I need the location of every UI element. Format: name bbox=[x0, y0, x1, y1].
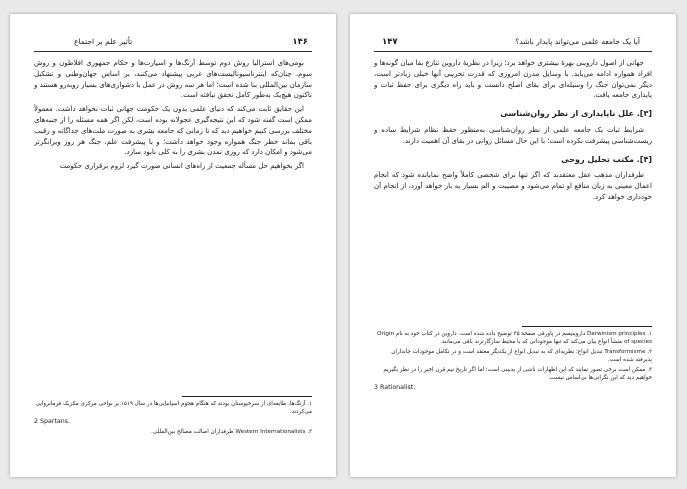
running-title: تأثیر علم بر اجتماع bbox=[74, 37, 133, 46]
paragraph: جهانی از اصول داروینی بهرهٔ بیشتری خواهد برد؛ زیرا در نظریهٔ داروین تنازع بقا میان گونه‌ها و افراد همواره ادامه می‌یابد. با وسایل مدرن امروزی که قدرت تخریبی آنها خیلی زیادتر است، دیگر نمی‌توان جنگ را وسیله‌ای برای بقای اصلح دانست و باید راه دیگری برای حفظ ثبات و پایداری جامعه یافت. bbox=[374, 59, 652, 100]
right-page bbox=[350, 14, 676, 477]
footnote-rule bbox=[182, 396, 312, 397]
footnote: 2 Spartans. bbox=[34, 418, 71, 425]
paragraph: طرفداران مذهب عقل معتقدند که اگر تنها برای شخصی کاملاً واضح نمایانده شود که انجام اعمال معینی به زیان منافع او تمام می‌شود و مصیبت و الم بسیار به بار خواهد آورد، از انجام آن خودداری خواهد کرد. bbox=[374, 171, 652, 201]
footnotes bbox=[374, 330, 652, 470]
body-text bbox=[374, 58, 652, 320]
paragraph: شرایط ثبات یک جامعه علمی از نظر روان‌شناسی به‌منظور حفظ نظام شرایط ساده و زیست‌شناسی پیشرفت نکرده است؛ با این حال مسائل روانی در بقای آن اهمیت دارند. bbox=[374, 125, 652, 145]
page-header bbox=[34, 34, 312, 52]
body-text bbox=[34, 58, 312, 376]
footnotes bbox=[34, 400, 312, 470]
paragraph: بومی‌های استرالیا روش دوم توسط آرتگ‌ها و اسپارت‌ها و حکام جمهوری افلاطون و روش سوم، چنان‌که اینترناسیونالیست‌های غربی پیشنهاد می‌کنند، بر اساس جهان‌وطنی و تشکیل سازمان بین‌المللی بنا شده است؛ اما هر سه روش در عمل با دشواری‌های بسیار روبه‌رو هستند و تاکنون هیچ‌یک به‌طور کامل تحقق نیافته است. bbox=[34, 59, 312, 100]
footnote: ۳. ممکن است برخی تصور نمایند که این اظهارات ناشی از بدبینی است؛ اما اگر تاریخ نیم قرن اخیر را در نظر بگیریم خواهیم دید که این نگرانی‌ها بی‌اساس نیست. bbox=[383, 367, 652, 381]
paragraph: اگر بخواهیم حل مسأله جمعیت از راه‌های انسانی صورت گیرد لزوم برقراری حکومت bbox=[59, 162, 304, 171]
footnote: 3 Rationalist. bbox=[374, 384, 416, 391]
footnote: ۲. Transformisme تبدیل انواع؛ نظریه‌ای که به تبدیل انواع از یکدیگر معتقد است و در تکامل موجودات جانداران پذیرفته شده است. bbox=[391, 349, 652, 363]
page-header bbox=[374, 34, 652, 52]
footnote: ۱. آرتگ‌ها، طایفه‌ای از سرخپوستان بودند که هنگام هجوم اسپانیایی‌ها در سال ۱۵۱۹ بر نواحی مرکزی مکزیک فرمانروایی می‌کردند. bbox=[35, 401, 312, 415]
footnote-rule bbox=[522, 326, 652, 327]
section-heading: [۴]. مکتب تحلیل روحی bbox=[561, 154, 652, 164]
section-heading: [۳]. علل ناپایداری از نظر روان‌شناسی bbox=[500, 109, 652, 119]
paragraph: این حقایق ثابت می‌کند که دنیای علمی بدون یک حکومت جهانی ثبات نخواهد داشت. معمولاً ممکن است گفته شود که این نتیجه‌گیری عجولانه بوده است، لکن اگر همه مسئله را از جنبه‌های مختلف بررسی کنیم خواهیم دید که تا زمانی که جامعه بشری به صورت ملت‌های جداگانه و رقیب باقی بماند خطر جنگ همواره وجود خواهد داشت؛ و با پیشرفت علم، جنگ هر روز ویرانگرتر می‌شود و امکان دارد که روزی تمدن بشری را به کلی نابود سازد. bbox=[34, 105, 312, 157]
running-title: آیا یک جامعه علمی می‌تواند پایدار باشد؟ bbox=[515, 37, 640, 46]
footnote: ۳. Western Internationalists طرفداران اصالت مصالح بین‌المللی. bbox=[151, 429, 312, 435]
page-number: ۱۴۶ bbox=[292, 37, 308, 47]
left-page bbox=[10, 14, 336, 477]
page-number: ۱۴۷ bbox=[382, 37, 398, 47]
footnote: ۱. Darwinism principles داروینیسم در پاورقی صفحهٔ ۳۵ توضیح داده شده است. داروین در کتاب خود به نام Origin of species منشأ انواع بیان می‌کند که تنها موجوداتی که با محیط سازگارترند باقی می‌مانند. bbox=[377, 331, 652, 345]
